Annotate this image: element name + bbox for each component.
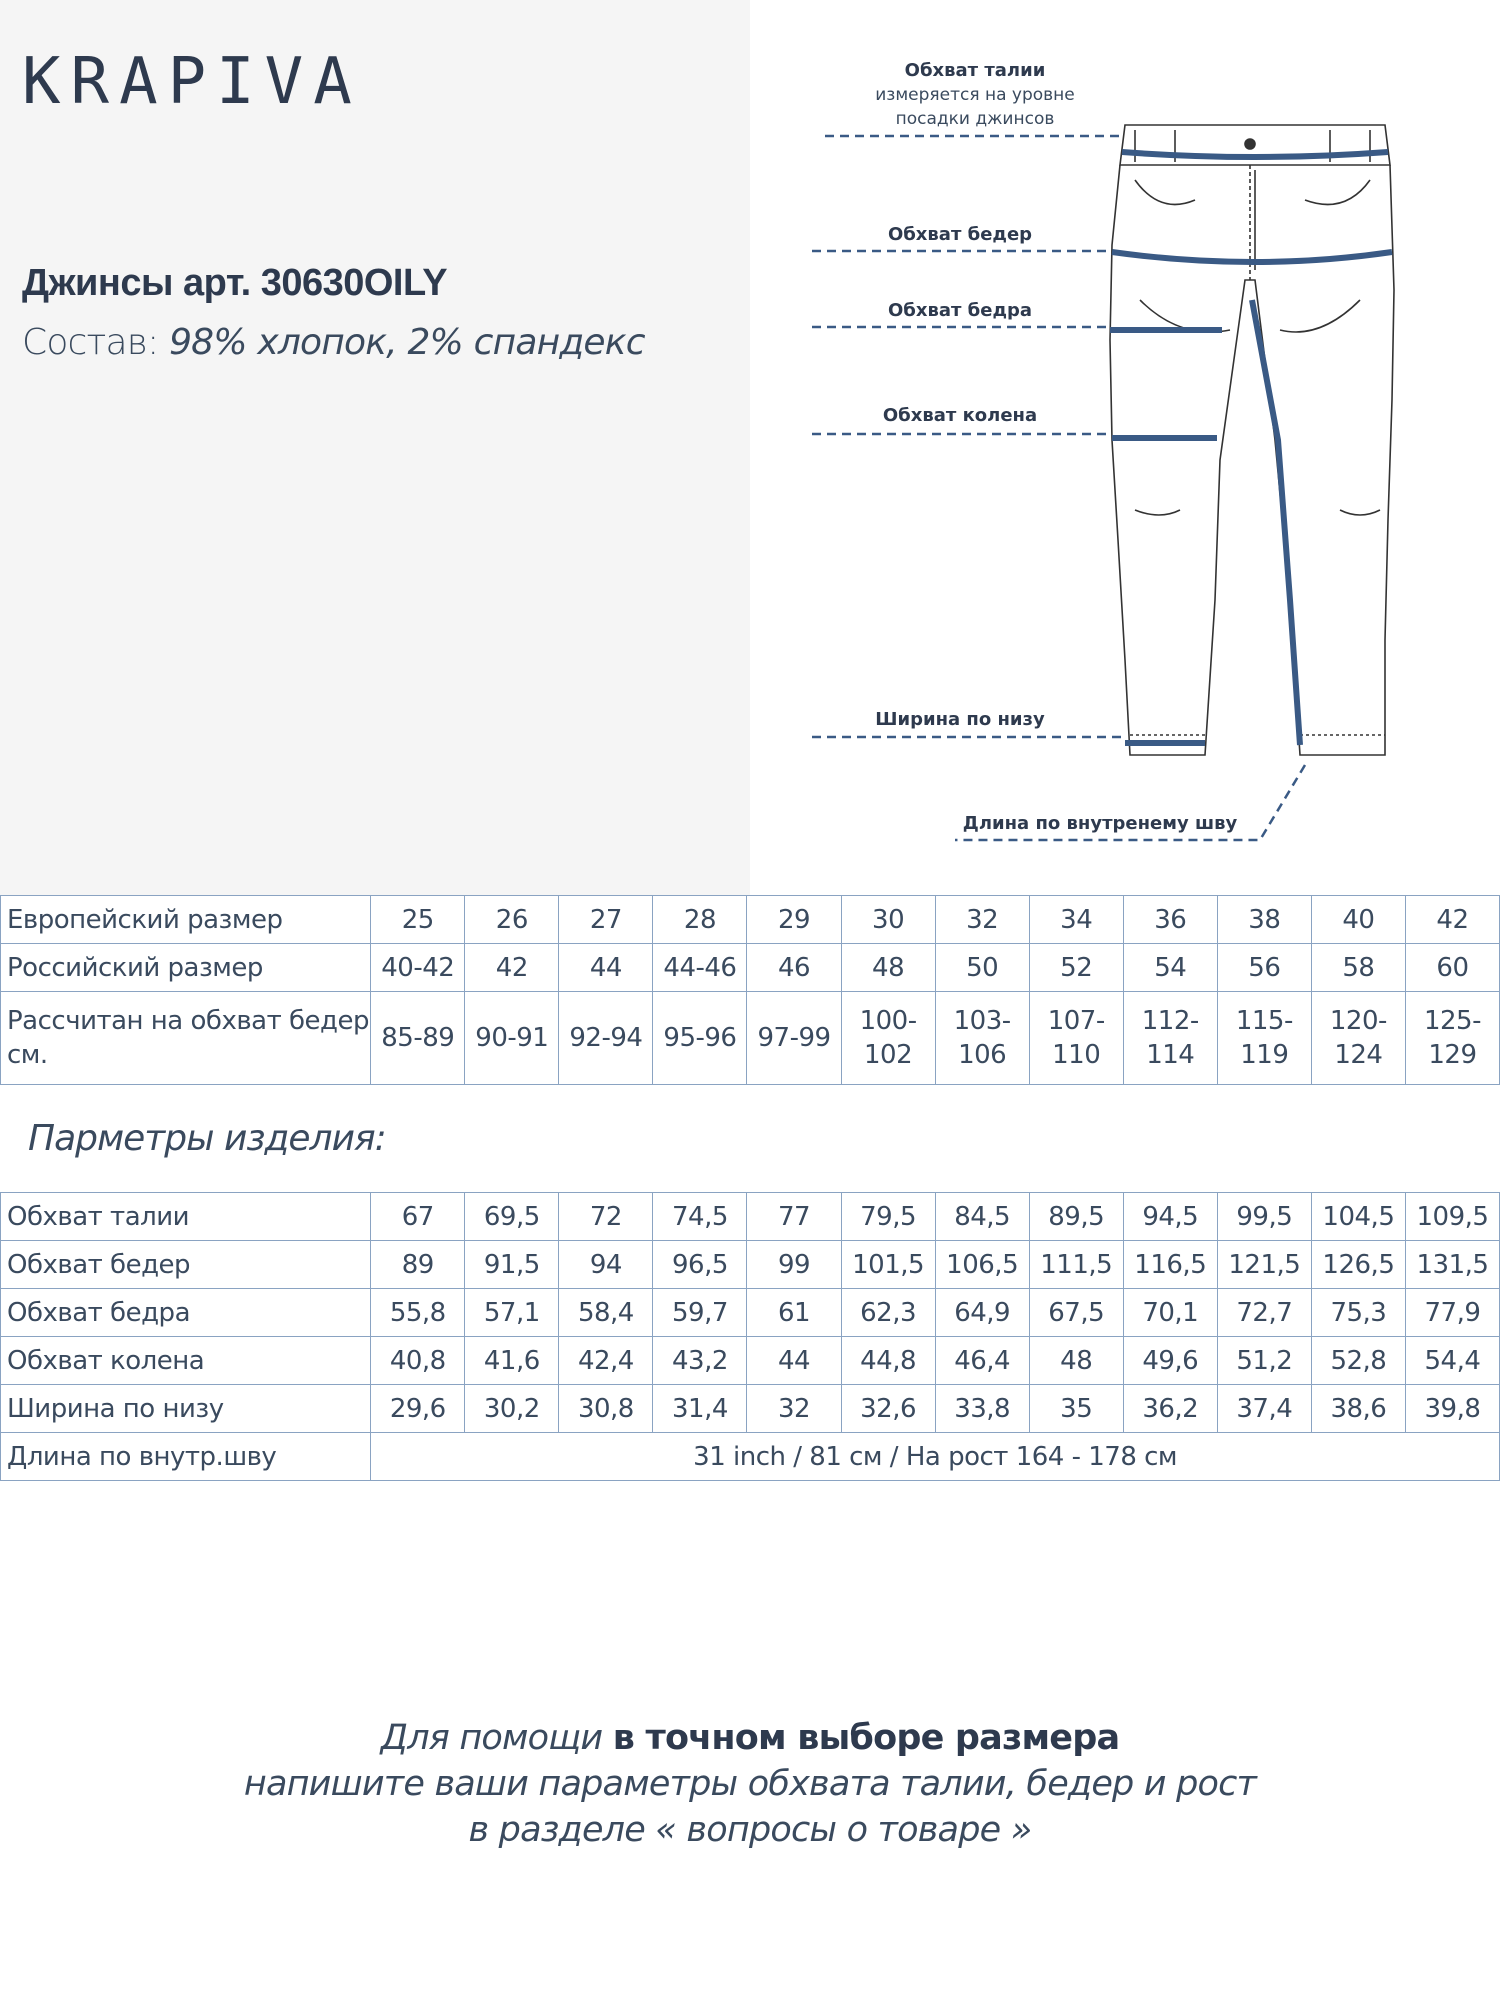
cell: 64,9 (935, 1289, 1029, 1337)
param-row-waist (1, 1193, 1500, 1241)
cell: 42 (1405, 896, 1499, 944)
cell: 120-124 (1311, 992, 1405, 1085)
composition (22, 322, 645, 363)
cell: 35 (1029, 1385, 1123, 1433)
ru-size-label: Российский размер (1, 944, 371, 992)
cell: 46 (747, 944, 841, 992)
cell: 44-46 (653, 944, 747, 992)
label-thigh: Обхват бедра (887, 300, 1033, 321)
cell: 37,4 (1217, 1385, 1311, 1433)
cell: 28 (653, 896, 747, 944)
cell: 72 (559, 1193, 653, 1241)
product-title: Джинсы арт. 30630OILY (22, 262, 448, 304)
label-hips: Обхват бедер (887, 224, 1033, 245)
cell: 44 (559, 944, 653, 992)
cell: 58,4 (559, 1289, 653, 1337)
param-row-thigh (1, 1289, 1500, 1337)
cell: 36 (1123, 896, 1217, 944)
cell: 50 (935, 944, 1029, 992)
brand-logo: KRAPIVA (22, 45, 362, 119)
cell: 38,6 (1311, 1385, 1405, 1433)
cell: 67,5 (1029, 1289, 1123, 1337)
cell: 97-99 (747, 992, 841, 1085)
label-waist-note-2: посадки джинсов (895, 109, 1055, 129)
param-label: Обхват талии (1, 1193, 371, 1241)
header-panel (0, 0, 750, 895)
params-table (0, 1192, 1500, 1481)
help-line-1 (0, 1715, 1500, 1761)
cell: 48 (1029, 1337, 1123, 1385)
cell: 54 (1123, 944, 1217, 992)
cell: 52,8 (1311, 1337, 1405, 1385)
cell: 30,2 (465, 1385, 559, 1433)
cell: 99 (747, 1241, 841, 1289)
cell: 77,9 (1405, 1289, 1499, 1337)
cell: 32 (747, 1385, 841, 1433)
cell: 101,5 (841, 1241, 935, 1289)
cell: 94 (559, 1241, 653, 1289)
cell: 57,1 (465, 1289, 559, 1337)
cell: 90-91 (465, 992, 559, 1085)
cell: 34 (1029, 896, 1123, 944)
cell: 100-102 (841, 992, 935, 1085)
cell: 39,8 (1405, 1385, 1499, 1433)
hip-range-row (1, 992, 1500, 1085)
params-title: Парметры изделия: (28, 1118, 386, 1159)
cell: 29,6 (371, 1385, 465, 1433)
cell: 31,4 (653, 1385, 747, 1433)
leader-lines (812, 136, 1305, 840)
param-row-knee (1, 1337, 1500, 1385)
help-note (0, 1715, 1500, 1853)
cell: 115-119 (1217, 992, 1311, 1085)
cell: 74,5 (653, 1193, 747, 1241)
cell: 59,7 (653, 1289, 747, 1337)
cell: 79,5 (841, 1193, 935, 1241)
cell: 42 (465, 944, 559, 992)
cell: 40-42 (371, 944, 465, 992)
cell: 75,3 (1311, 1289, 1405, 1337)
help-line-2: напишите ваши параметры обхвата талии, бедер и рост (243, 1764, 1257, 1804)
cell: 104,5 (1311, 1193, 1405, 1241)
cell: 91,5 (465, 1241, 559, 1289)
cell: 32,6 (841, 1385, 935, 1433)
cell: 96,5 (653, 1241, 747, 1289)
cell: 44 (747, 1337, 841, 1385)
cell: 38 (1217, 896, 1311, 944)
cell: 103-106 (935, 992, 1029, 1085)
cell: 99,5 (1217, 1193, 1311, 1241)
cell: 52 (1029, 944, 1123, 992)
jeans-measurement-diagram (800, 40, 1500, 860)
cell: 60 (1405, 944, 1499, 992)
cell: 25 (371, 896, 465, 944)
cell: 55,8 (371, 1289, 465, 1337)
cell: 69,5 (465, 1193, 559, 1241)
label-knee: Обхват колена (882, 405, 1038, 426)
cell: 106,5 (935, 1241, 1029, 1289)
cell: 30,8 (559, 1385, 653, 1433)
cell: 46,4 (935, 1337, 1029, 1385)
inseam-value: 31 inch / 81 см / На рост 164 - 178 см (371, 1433, 1500, 1481)
cell: 89 (371, 1241, 465, 1289)
measure-lines (1110, 152, 1392, 745)
cell: 49,6 (1123, 1337, 1217, 1385)
cell: 70,1 (1123, 1289, 1217, 1337)
param-row-hips (1, 1241, 1500, 1289)
help-line-1a: Для помощи (380, 1718, 613, 1758)
cell: 95-96 (653, 992, 747, 1085)
cell: 89,5 (1029, 1193, 1123, 1241)
cell: 58 (1311, 944, 1405, 992)
eu-size-label: Европейский размер (1, 896, 371, 944)
cell: 40,8 (371, 1337, 465, 1385)
param-label: Обхват бедер (1, 1241, 371, 1289)
cell: 29 (747, 896, 841, 944)
cell: 67 (371, 1193, 465, 1241)
cell: 30 (841, 896, 935, 944)
cell: 109,5 (1405, 1193, 1499, 1241)
cell: 44,8 (841, 1337, 935, 1385)
eu-size-row (1, 896, 1500, 944)
cell: 126,5 (1311, 1241, 1405, 1289)
label-waist: Обхват талии (904, 60, 1046, 81)
cell: 94,5 (1123, 1193, 1217, 1241)
composition-value: 98% хлопок, 2% спандекс (169, 322, 645, 363)
cell: 72,7 (1217, 1289, 1311, 1337)
param-label: Обхват колена (1, 1337, 371, 1385)
cell: 121,5 (1217, 1241, 1311, 1289)
cell: 54,4 (1405, 1337, 1499, 1385)
cell: 61 (747, 1289, 841, 1337)
cell: 42,4 (559, 1337, 653, 1385)
help-line-3: в разделе « вопросы о товаре » (468, 1810, 1032, 1850)
cell: 33,8 (935, 1385, 1029, 1433)
label-inseam: Длина по внутренему шву (962, 813, 1238, 834)
cell: 84,5 (935, 1193, 1029, 1241)
cell: 51,2 (1217, 1337, 1311, 1385)
size-table (0, 895, 1500, 1085)
label-waist-note-1: измеряется на уровне (875, 85, 1075, 105)
cell: 116,5 (1123, 1241, 1217, 1289)
cell: 77 (747, 1193, 841, 1241)
ru-size-row (1, 944, 1500, 992)
param-label: Ширина по низу (1, 1385, 371, 1433)
param-label: Длина по внутр.шву (1, 1433, 371, 1481)
cell: 32 (935, 896, 1029, 944)
label-hem: Ширина по низу (875, 709, 1045, 730)
cell: 26 (465, 896, 559, 944)
cell: 56 (1217, 944, 1311, 992)
cell: 85-89 (371, 992, 465, 1085)
param-row-inseam (1, 1433, 1500, 1481)
cell: 41,6 (465, 1337, 559, 1385)
param-label: Обхват бедра (1, 1289, 371, 1337)
help-line-1b: в точном выборе размера (612, 1718, 1120, 1758)
cell: 111,5 (1029, 1241, 1123, 1289)
cell: 48 (841, 944, 935, 992)
hip-range-label: Рассчитан на обхват бедер см. (1, 992, 371, 1085)
param-row-hem (1, 1385, 1500, 1433)
cell: 92-94 (559, 992, 653, 1085)
cell: 40 (1311, 896, 1405, 944)
cell: 131,5 (1405, 1241, 1499, 1289)
cell: 62,3 (841, 1289, 935, 1337)
composition-label: Состав: (22, 322, 159, 363)
cell: 27 (559, 896, 653, 944)
cell: 107-110 (1029, 992, 1123, 1085)
cell: 43,2 (653, 1337, 747, 1385)
cell: 112-114 (1123, 992, 1217, 1085)
cell: 125-129 (1405, 992, 1499, 1085)
cell: 36,2 (1123, 1385, 1217, 1433)
